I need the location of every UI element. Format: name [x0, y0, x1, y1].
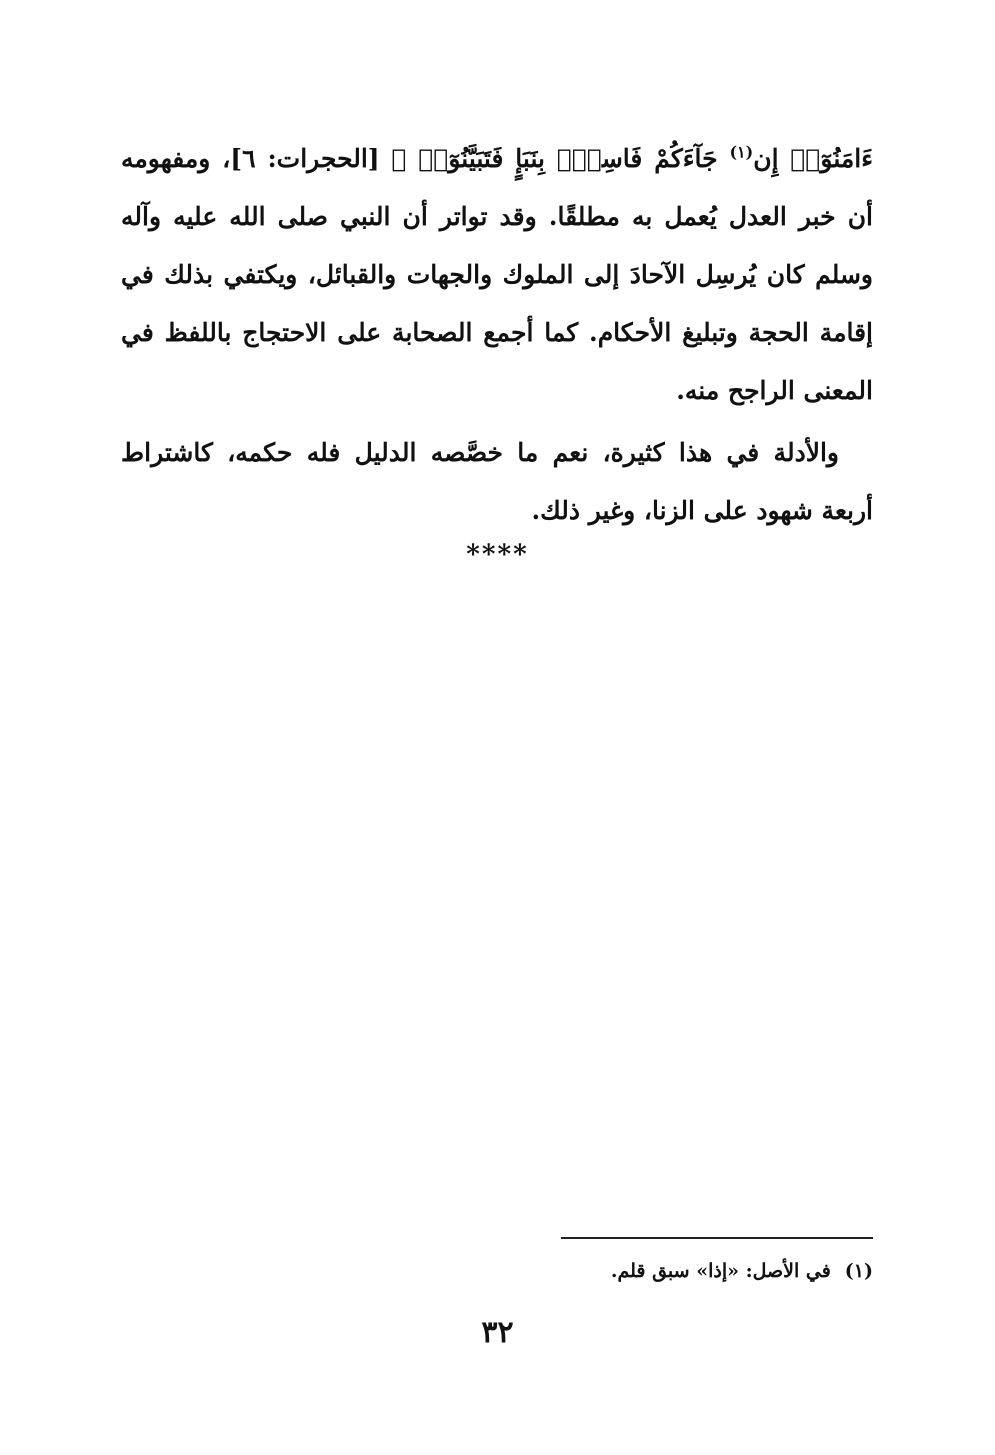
quran-verse: جَآءَكُمْ فَاسِقٌۢ بِنَبَإٍ فَتَبَيَّنُوٓا۟	[418, 144, 718, 173]
footnote	[121, 1256, 873, 1286]
main-text	[121, 130, 873, 540]
verse-citation: ﴾ [الحجرات: ٦]	[230, 144, 407, 173]
paragraph-1	[121, 130, 873, 420]
footnote-divider	[561, 1237, 873, 1239]
paragraph-1-text: ، ومفهومه أن خبر العدل يُعمل به مطلقًا. وقد تواتر أن النبي صلى الله عليه وآله وسلم كان يُرسِل الآحادَ إلى الملوك والجهات والقبائل، ويكتفي بذلك في إقامة الحجة وتبليغ الأحكام. كما أجمع الصحابة على الاحتجاج باللفظ في المعنى الراجح منه.	[121, 144, 874, 405]
paragraph-2: والأدلة في هذا كثيرة، نعم ما خصَّصه الدليل فله حكمه، كاشتراط أربعة شهود على الزنا، وغير ذلك.	[121, 438, 873, 525]
footnote-text: في الأصل: «إذا» سبق قلم.	[610, 1260, 831, 1282]
section-separator: ****	[466, 540, 529, 570]
page-number: ٣٢	[481, 1315, 514, 1350]
footnote-reference: (١)	[729, 142, 754, 162]
quran-verse-prefix: ءَامَنُوٓا۟ إِن	[753, 144, 873, 173]
footnote-number: (١)	[844, 1260, 873, 1282]
